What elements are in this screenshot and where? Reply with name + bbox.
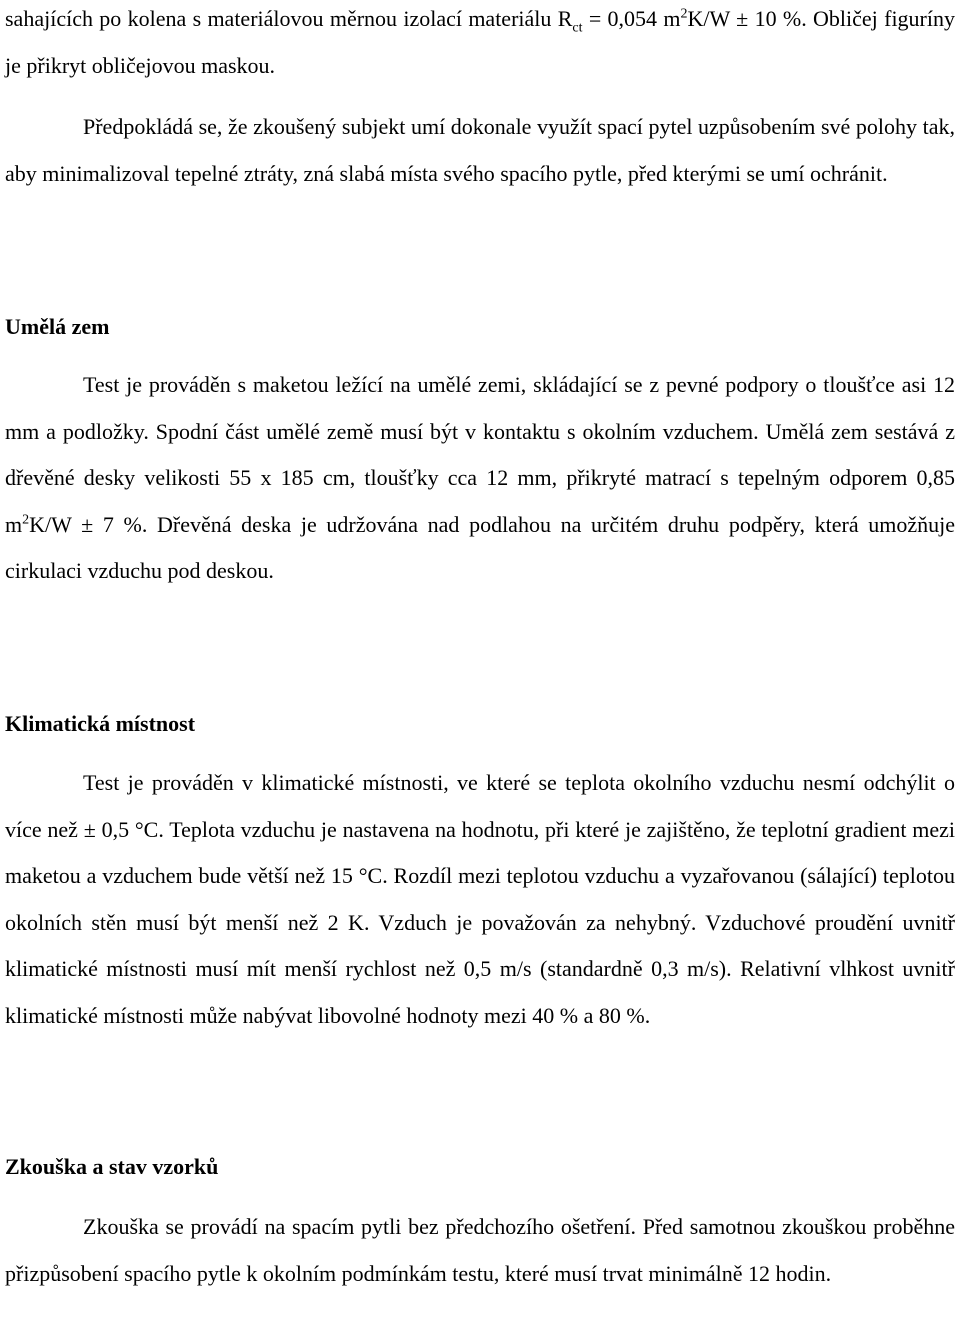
section-heading-test-samples: Zkouška a stav vzorků (5, 1154, 219, 1179)
artificial-ground-text-2: K/W ± 7 %. Dřevěná deska je udržována nad podlahou na určitém druhu podpěry, která umožňuje cirkulaci vzduchu pod deskou. (5, 511, 955, 583)
intro-text-3: K/W ± 10 %. Obličej figuríny je přikryt obličejovou maskou. (5, 6, 955, 78)
intro-paragraph-2: Předpokládá se, že zkoušený subjekt umí dokonale využít spací pytel uzpůsobením své polohy tak, aby minimalizoval tepelné ztráty, zná slabá místa svého spacího pytle, před kterými se umí ochránit. (5, 114, 955, 186)
intro-text-2: = 0,054 m (582, 6, 681, 31)
artificial-ground-superscript: 2 (22, 512, 30, 528)
section-heading-climatic-room: Klimatická místnost (5, 711, 196, 736)
artificial-ground-text-1: Test je prováděn s maketou ležící na umělé zemi, skládající se z pevné podpory o tloušťce asi 12 mm a podložky. Spodní část umělé země musí být v kontaktu s okolním vzduchem. Umělá zem sestává z dřevěné desky velikosti 55 x 185 cm, tloušťky cca 12 mm, přikryté matrací s tepelným odporem 0,85 m (5, 372, 955, 537)
climatic-room-paragraph: Test je prováděn v klimatické místnosti, ve které se teplota okolního vzduchu nesmí odchýlit o více než ± 0,5 °C. Teplota vzduchu je nastavena na hodnotu, při které je zajištěno, že teplotní gradient mezi maketou a vzduchem bude větší než 15 °C. Rozdíl mezi teplotou vzduchu a vyzařovanou (sálající) teplotou okolních stěn musí být menší než 2 K. Vzduch je považován za nehybný. Vzduchové proudění uvnitř klimatické místnosti musí mít menší rychlost než 0,5 m/s (standardně 0,3 m/s). Relativní vlhkost uvnitř klimatické místnosti může nabývat libovolné hodnoty mezi 40 % a 80 %. (5, 770, 955, 1028)
test-samples-paragraph: Zkouška se provádí na spacím pytli bez předchozího ošetření. Před samotnou zkouškou proběhne přizpůsobení spacího pytle k okolním podmínkám testu, které musí trvat minimálně 12 hodin. (5, 1214, 955, 1286)
intro-text-1: sahajících po kolena s materiálovou měrnou izolací materiálu R (5, 6, 573, 31)
intro-superscript: 2 (680, 6, 688, 22)
artificial-ground-paragraph (5, 362, 955, 595)
section-heading-artificial-ground: Umělá zem (5, 314, 110, 339)
intro-subscript: ct (572, 20, 583, 36)
intro-paragraph (5, 0, 955, 89)
